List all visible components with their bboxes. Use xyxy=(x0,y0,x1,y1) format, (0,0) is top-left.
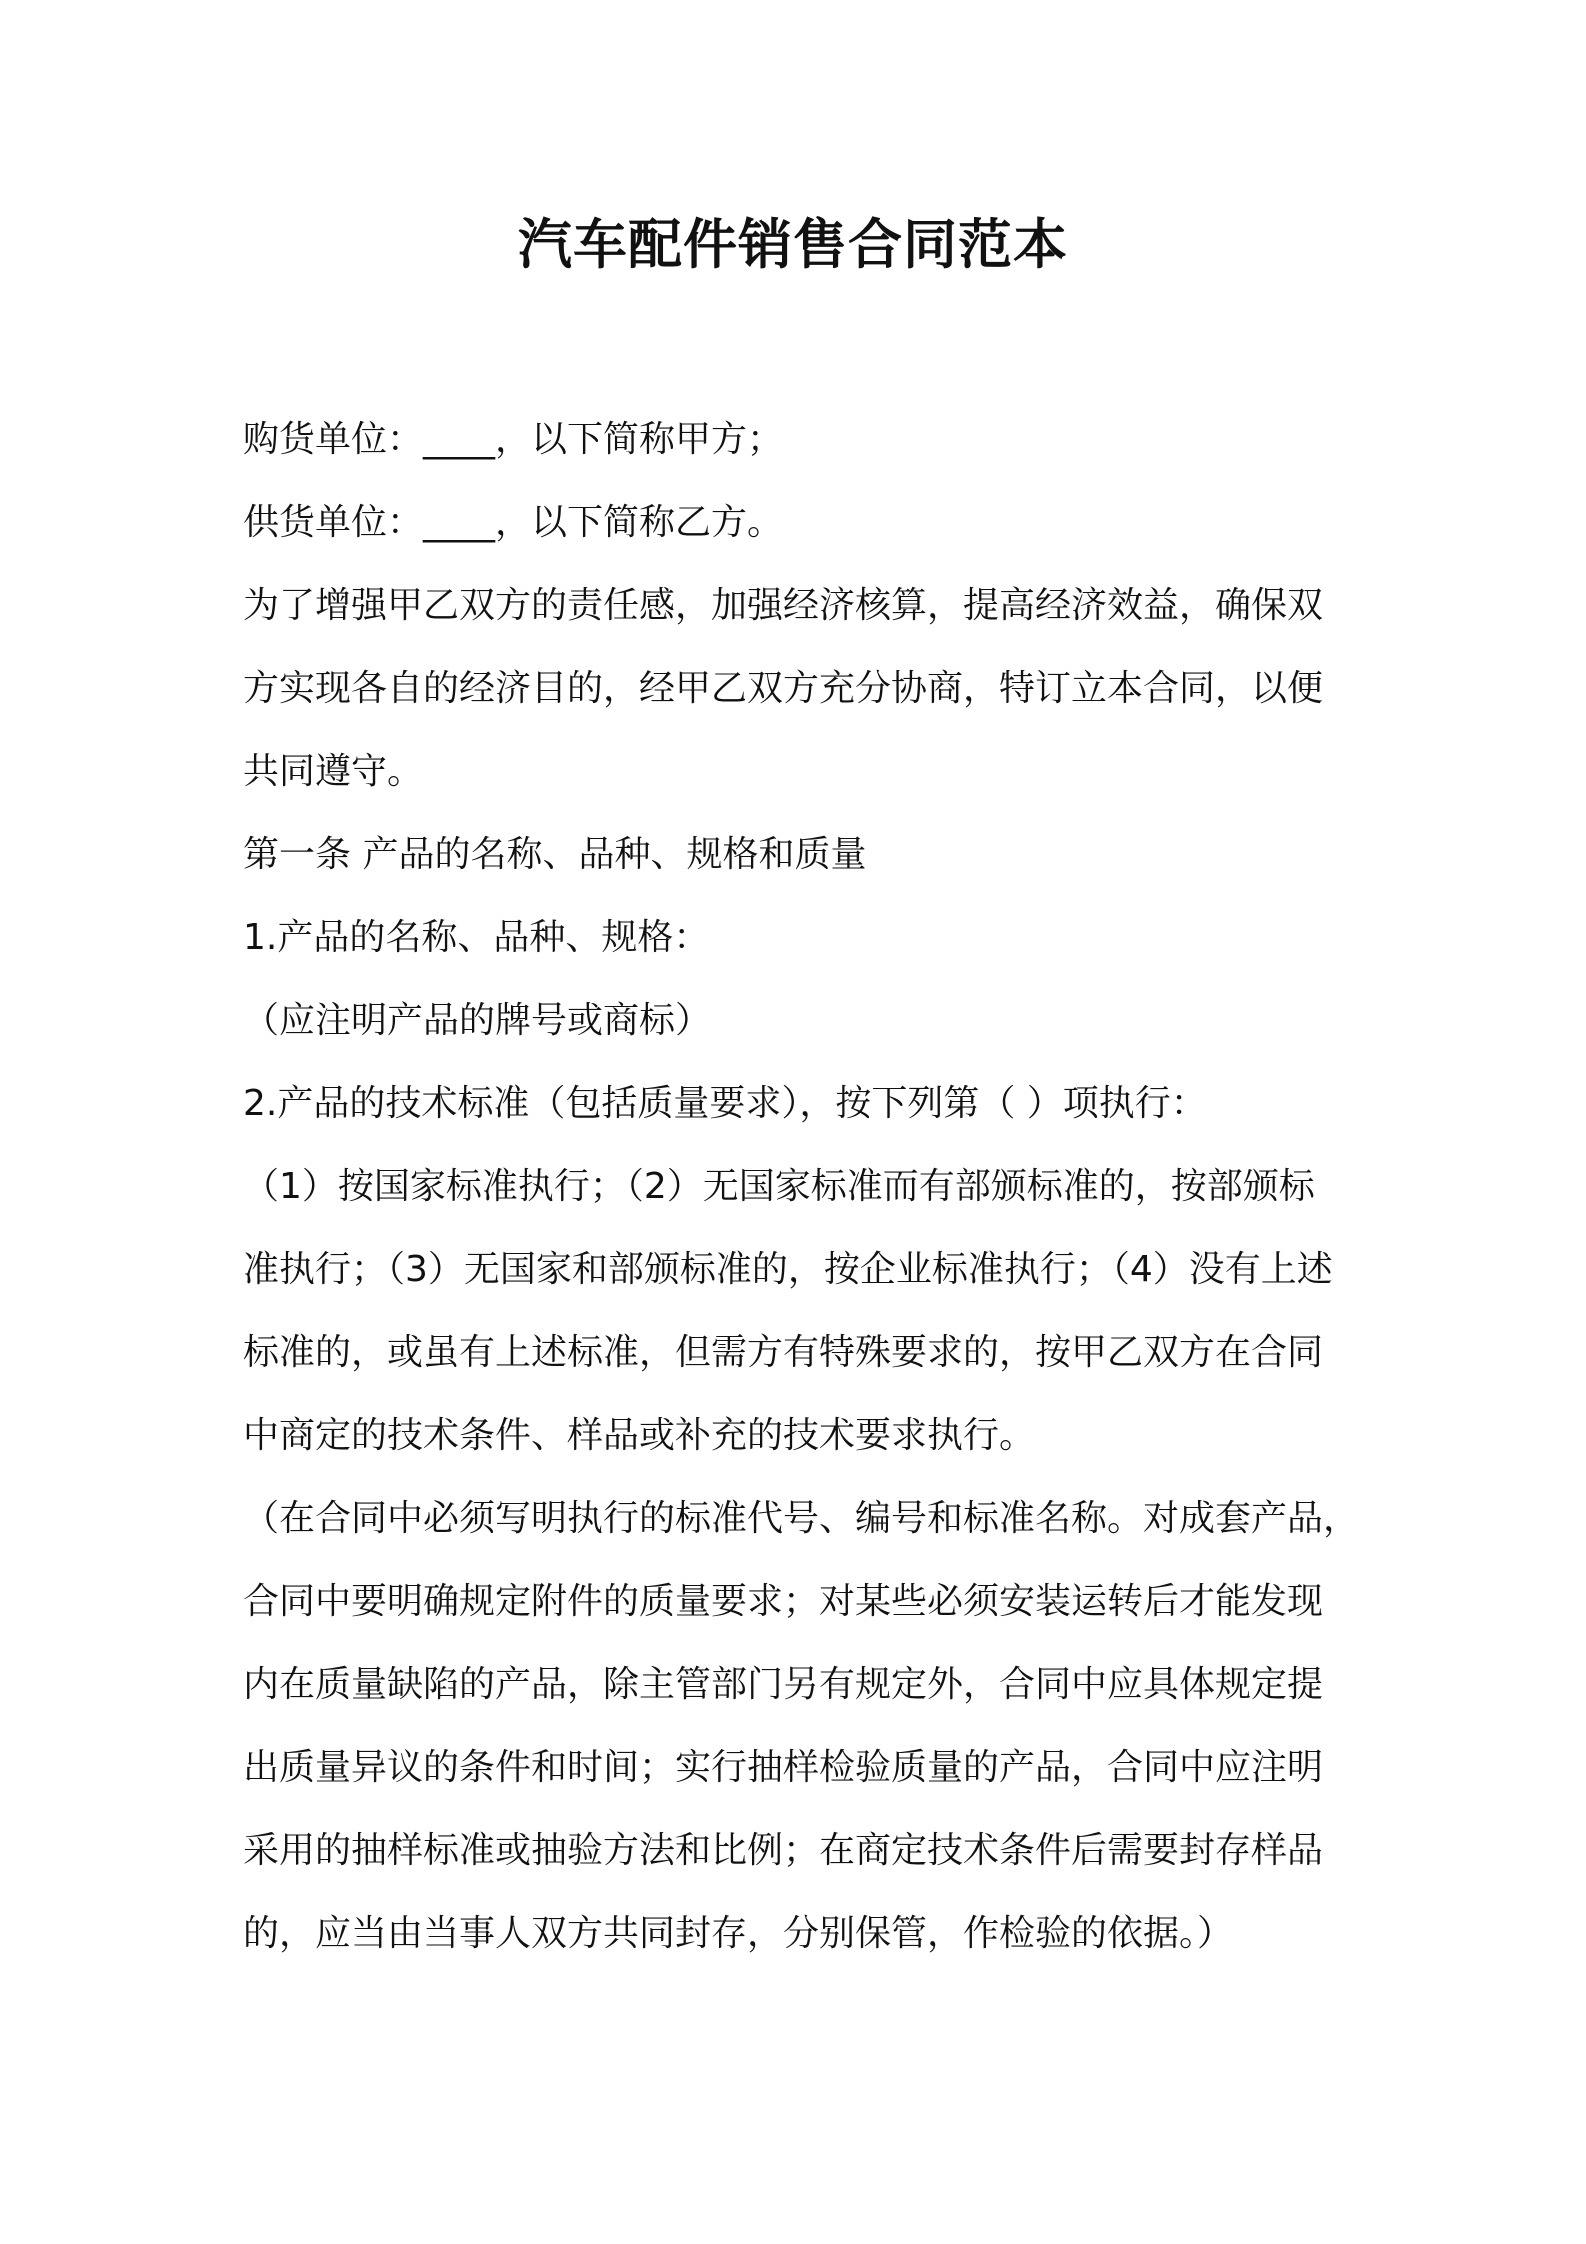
text-line: 购货单位：____，以下简称甲方； xyxy=(243,419,784,460)
text-line: 中商定的技术条件、样品或补充的技术要求执行。 xyxy=(243,1415,1036,1456)
text-line: 供货单位：____，以下简称乙方。 xyxy=(243,502,784,543)
text-line: 采用的抽样标准或抽验方法和比例；在商定技术条件后需要封存样品 xyxy=(243,1830,1324,1871)
text-line: 为了增强甲乙双方的责任感，加强经济核算，提高经济效益，确保双 xyxy=(243,585,1324,626)
text-line: 标准的，或虽有上述标准，但需方有特殊要求的，按甲乙双方在合同 xyxy=(243,1332,1324,1373)
document-title: 汽车配件销售合同范本 xyxy=(518,213,1068,276)
text-line: 1.产品的名称、品种、规格： xyxy=(243,917,710,958)
text-line: 出质量异议的条件和时间；实行抽样检验质量的产品，合同中应注明 xyxy=(243,1747,1324,1788)
document-body xyxy=(243,398,1360,1975)
text-line: 合同中要明确规定附件的质量要求；对某些必须安装运转后才能发现 xyxy=(243,1581,1324,1622)
text-line: 准执行；（3）无国家和部颁标准的，按企业标准执行；（4）没有上述 xyxy=(243,1249,1333,1290)
text-line: （1）按国家标准执行；（2）无国家标准而有部颁标准的，按部颁标 xyxy=(243,1166,1315,1207)
text-line: （在合同中必须写明执行的标准代号、编号和标准名称。对成套产品， xyxy=(243,1498,1360,1539)
text-line: （应注明产品的牌号或商标） xyxy=(243,1000,712,1041)
section-heading: 第一条 产品的名称、品种、规格和质量 xyxy=(243,834,867,875)
text-line: 方实现各自的经济目的，经甲乙双方充分协商，特订立本合同，以便 xyxy=(243,668,1324,709)
text-line: 共同遵守。 xyxy=(243,751,424,792)
text-line: 的，应当由当事人双方共同封存，分别保管，作检验的依据。） xyxy=(243,1913,1234,1954)
text-line: 2.产品的技术标准（包括质量要求），按下列第（ ）项执行： xyxy=(243,1083,1207,1124)
text-line: 内在质量缺陷的产品，除主管部门另有规定外，合同中应具体规定提 xyxy=(243,1664,1324,1705)
